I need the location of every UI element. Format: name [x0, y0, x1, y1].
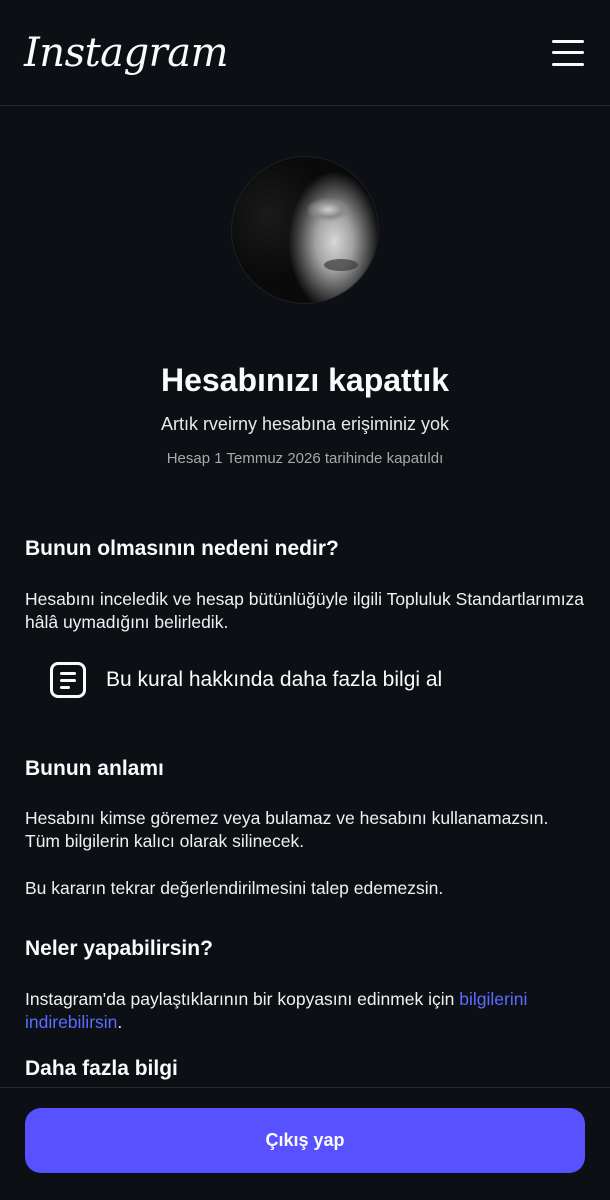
- rule-info-link[interactable]: [50, 662, 442, 698]
- download-info-link[interactable]: bilgilerini indirebilirsin: [25, 989, 528, 1032]
- avatar: [231, 156, 379, 304]
- meaning-heading: Bunun anlamı: [25, 757, 164, 780]
- actions-heading: Neler yapabilirsin?: [25, 937, 213, 960]
- meaning-body: Hesabını kimse göremez veya bulamaz ve hesabını kullanamazsın. Tüm bilgilerin kalıcı olarak silinecek.: [25, 808, 549, 851]
- actions-body-text: Instagram'da paylaştıklarının bir kopyasını edinmek için: [25, 989, 460, 1009]
- rule-info-link-label: Bu kural hakkında daha fazla bilgi al: [106, 668, 443, 691]
- closed-date-text: Hesap 1 Temmuz 2026 tarihinde kapatıldı: [166, 450, 444, 467]
- actions-body: [25, 988, 585, 1034]
- more-info-heading: Daha fazla bilgi: [25, 1057, 178, 1080]
- reason-body: Hesabını inceledik ve hesap bütünlüğüyle ilgili Topluluk Standartlarımıza hâlâ uymadığını belirledik.: [25, 589, 585, 632]
- reason-heading: Bunun olmasının nedeni nedir?: [25, 537, 339, 560]
- document-icon: [50, 662, 86, 698]
- appeal-note: Bu kararın tekrar değerlendirilmesini talep edemezsin.: [25, 878, 444, 898]
- instagram-logo[interactable]: Instagram: [24, 29, 229, 76]
- logout-button[interactable]: Çıkış yap: [25, 1108, 585, 1173]
- actions-body-suffix: .: [117, 1012, 123, 1032]
- page-title: Hesabınızı kapattık: [160, 362, 450, 398]
- top-bar: [0, 0, 610, 106]
- footer-bar: [0, 1087, 610, 1200]
- access-subtitle: Artık rveirny hesabına erişiminiz yok: [160, 414, 450, 434]
- hamburger-menu-icon[interactable]: [552, 40, 584, 66]
